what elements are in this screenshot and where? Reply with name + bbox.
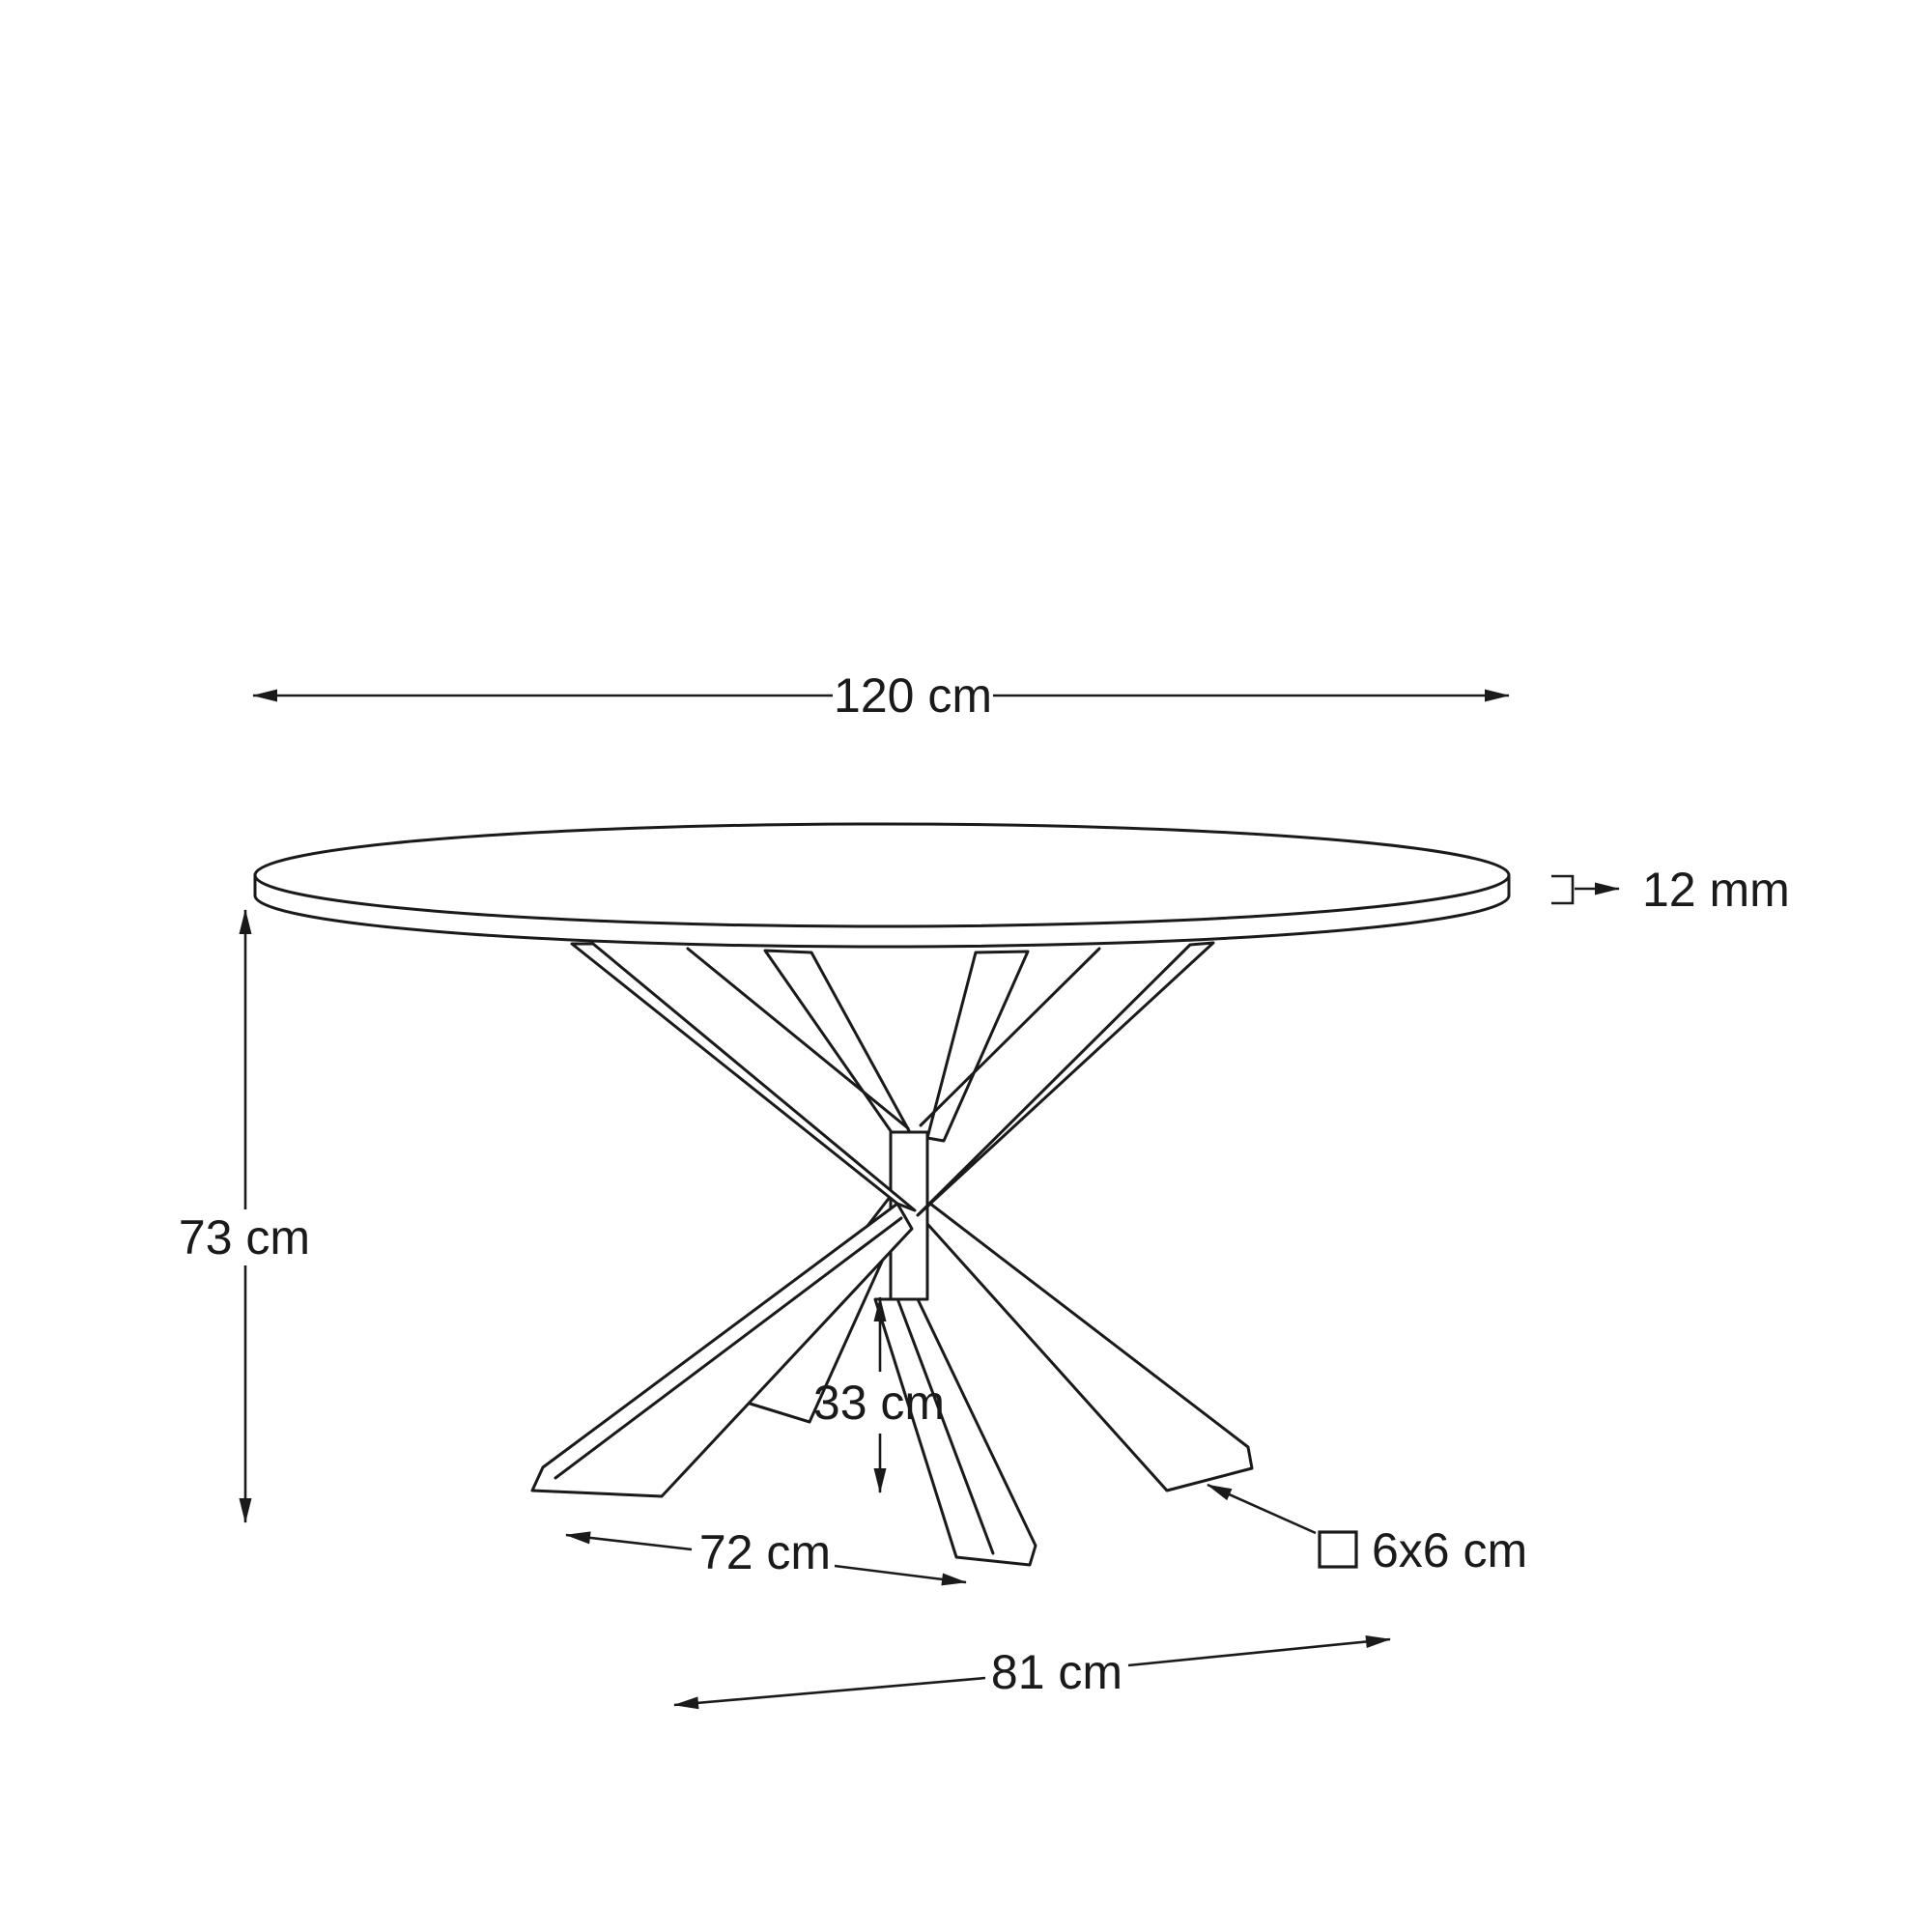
dimension-thickness	[1551, 876, 1619, 903]
dimension-leg-section	[1208, 1485, 1356, 1567]
square-section-icon	[1320, 1532, 1356, 1567]
spread72-arrow-right	[835, 1566, 966, 1582]
label-height: 73 cm	[178, 1210, 311, 1264]
label-foot-spread-front: 81 cm	[990, 1645, 1123, 1699]
spread72-arrow-left	[566, 1535, 692, 1549]
leg-section-leader	[1208, 1485, 1316, 1533]
front-left-leg-crease	[555, 1218, 901, 1478]
front-leg	[875, 1299, 1036, 1565]
tabletop	[255, 824, 1509, 947]
label-hub-clearance: 33 cm	[812, 1376, 946, 1430]
front-left-leg	[532, 1204, 912, 1496]
label-leg-section: 6x6 cm	[1372, 1523, 1528, 1577]
tabletop-surface	[255, 824, 1509, 926]
spread81-arrow-left	[674, 1678, 985, 1705]
rear-right-strut	[927, 952, 1028, 1141]
thickness-bracket-icon	[1551, 876, 1573, 903]
label-diameter: 120 cm	[834, 668, 992, 723]
table-drawing	[255, 824, 1509, 1565]
spread81-arrow-right	[1128, 1639, 1390, 1665]
label-foot-spread-left: 72 cm	[698, 1525, 832, 1579]
label-thickness: 12 mm	[1642, 863, 1790, 917]
